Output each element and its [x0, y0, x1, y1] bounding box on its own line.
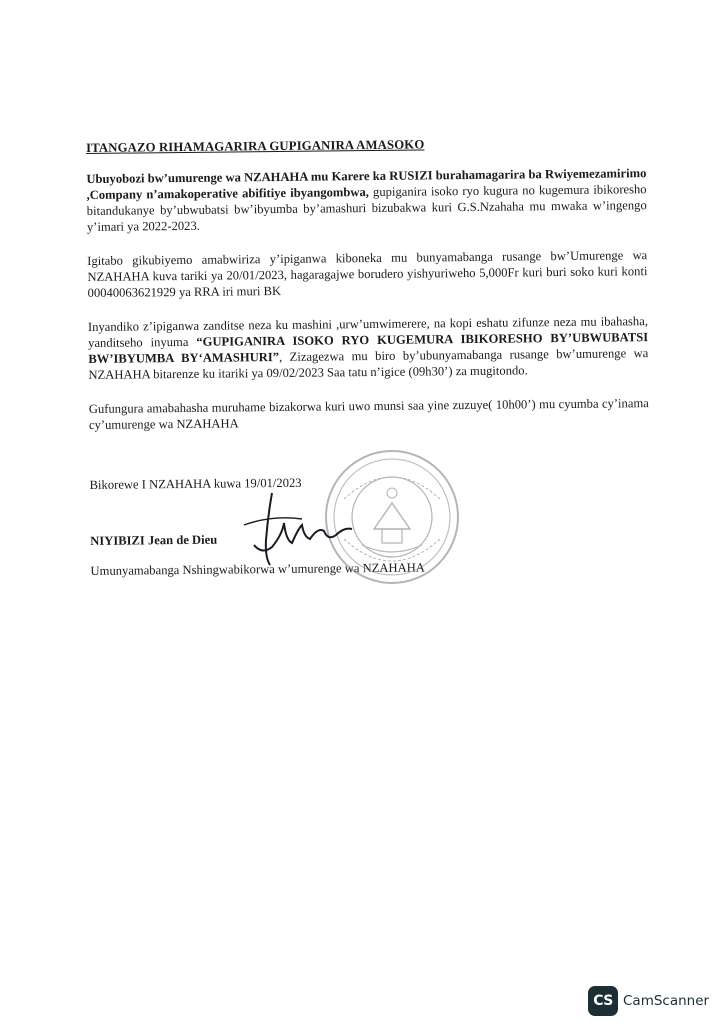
notice-title: ITANGAZO RIHAMAGARIRA GUPIGANIRA AMASOKO	[86, 137, 425, 155]
paragraph-invitation-bold: Ubuyobozi bw’umurenge wa NZAHAHA mu Karere ka RUSIZI burahamagarira ba Rwiyemezamirimo ,Company n’amakoperative abifitiye ibyangombwa,	[86, 166, 647, 202]
handwritten-signature	[232, 485, 372, 575]
paragraph-submission-end: , Zizagezwa mu biro by’ubunyamabanga rusange bw’umurenge wa NZAHAHA bitarenze ku itariki ya 09/02/2023 Saa tatu n’igice (09h30’) za mugitondo.	[88, 346, 649, 382]
paragraph-submission	[88, 313, 649, 383]
signatory-role: Umunyamabanga Nshingwabikorwa w’umurenge wa NZAHAHA	[90, 560, 425, 578]
paragraph-submission-heading: “GUPIGANIRA ISOKO RYO KUGEMURA IBIKORESHO BY’UBWUBATSI BW’IBYUMBA BY‘AMASHURI”	[88, 330, 649, 366]
paragraph-invitation-rest: gupiganira isoko ryo kugura no kugemura ibikoresho bitandukanye by’ubwubatsi bw’ibyumba by’amashuri bizubakwa kuri G.S.Nzahaha mu mwaka w’ingengo y’imari ya 2022-2023.	[86, 182, 647, 234]
camscanner-name: CamScanner	[623, 993, 710, 1009]
camscanner-logo-icon: CS	[588, 986, 618, 1016]
paragraph-tender-document: Igitabo gikubiyemo amabwiriza y’ipiganwa kiboneka mu bunyamabanga rusange bw’Umurenge wa NZAHAHA kuva tariki ya 20/01/2023, hagaragajwe borudero yishyuriweho 5,000Fr kuri buri soko kuri konti 00040063621929 ya RRA iri muri BK	[87, 248, 648, 300]
signatory-surname: NIYIBIZI	[90, 533, 145, 548]
signatory-given-name: Jean de Dieu	[144, 532, 218, 548]
paragraph-submission-start: Inyandiko z’ipiganwa zanditse neza ku mashini ,urw’umwimerere, na kopi eshatu zifunze neza mu ibahasha, yanditseho inyuma	[87, 314, 649, 350]
camscanner-watermark	[588, 986, 709, 1016]
paragraph-invitation	[86, 165, 647, 235]
paragraph-opening: Gufungura amabahasha muruhame bizakorwa kuri uwo munsi saa yine zuzuye( 10h00’) mu cyumba cy’inama cy’umurenge wa NZAHAHA	[88, 396, 649, 432]
place-date: Bikorewe I NZAHAHA kuwa 19/01/2023	[89, 475, 302, 492]
